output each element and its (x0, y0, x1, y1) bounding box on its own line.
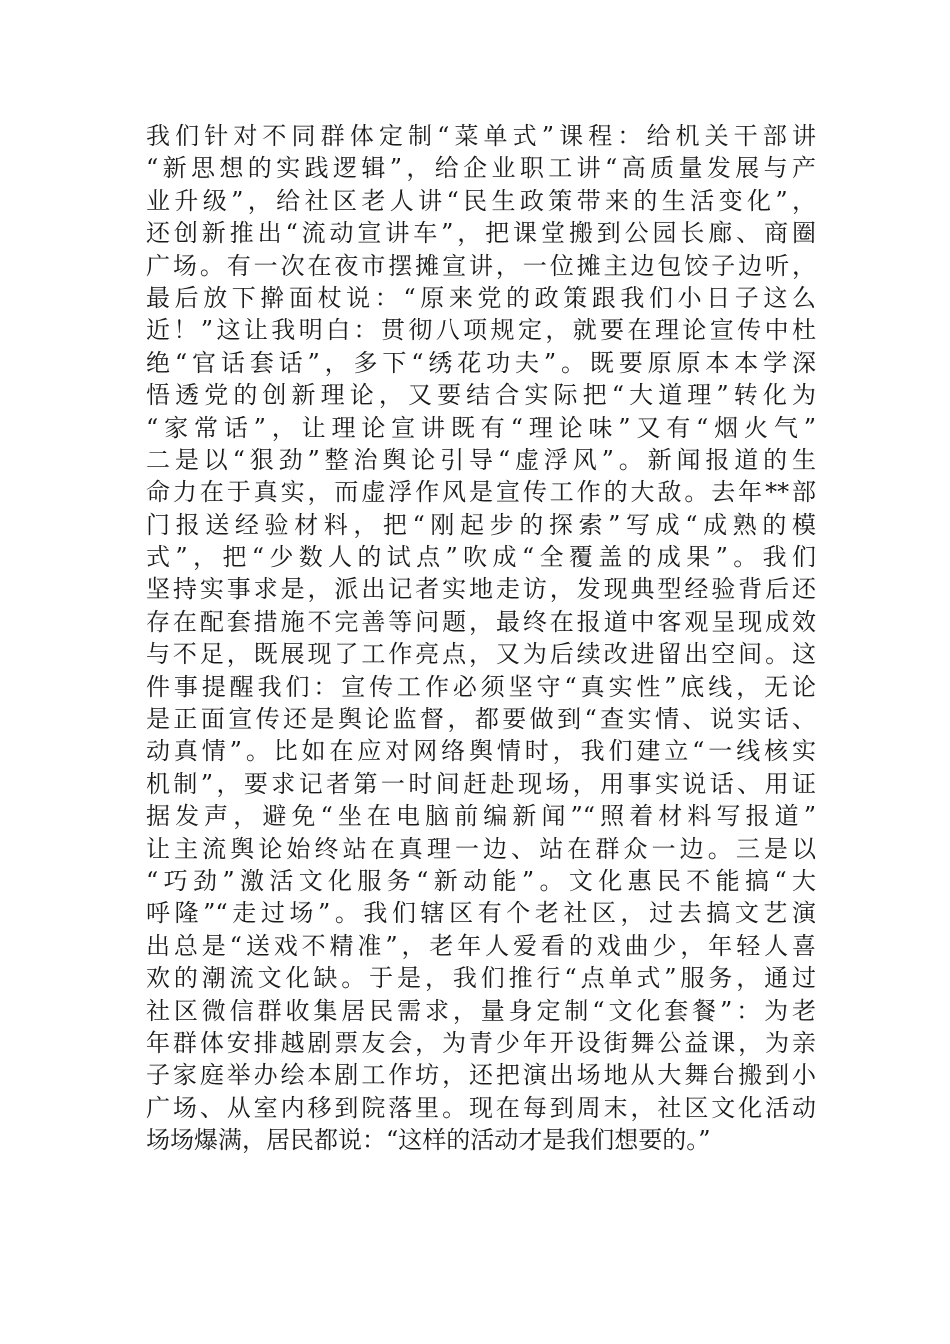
text-line: 业升级”，给社区老人讲“民生政策带来的生活变化”， (146, 186, 816, 215)
text-line: 广场。有一次在夜市摆摊宣讲，一位摊主边包饺子边听， (146, 251, 816, 280)
text-line: 让主流舆论始终站在真理一边、站在群众一边。三是以 (146, 834, 816, 863)
text-line: 社区微信群收集居民需求，量身定制“文化套餐”：为老 (146, 996, 816, 1025)
text-line: 坚持实事求是，派出记者实地走访，发现典型经验背后还 (146, 575, 816, 604)
text-line: 近！”这让我明白：贯彻八项规定，就要在理论宣传中杜 (146, 316, 816, 345)
text-line: 动真情”。比如在应对网络舆情时，我们建立“一线核实 (146, 737, 816, 766)
text-line: 悟透党的创新理论，又要结合实际把“大道理”转化为 (146, 381, 816, 410)
text-line: 式”，把“少数人的试点”吹成“全覆盖的成果”。我们 (146, 543, 816, 572)
text-line: 二是以“狠劲”整治舆论引导“虚浮风”。新闻报道的生 (146, 445, 816, 474)
text-line: 呼隆”“走过场”。我们辖区有个老社区，过去搞文艺演 (146, 899, 816, 928)
text-line: 是正面宣传还是舆论监督，都要做到“查实情、说实话、 (146, 705, 816, 734)
text-line: “新思想的实践逻辑”，给企业职工讲“高质量发展与产 (146, 154, 816, 183)
text-line: 子家庭举办绘本剧工作坊，还把演出场地从大舞台搬到小 (146, 1061, 816, 1090)
text-line: 存在配套措施不完善等问题，最终在报道中客观呈现成效 (146, 607, 816, 636)
text-line: 据发声，避免“坐在电脑前编新闻”“照着材料写报道” (146, 802, 816, 831)
text-line: 广场、从室内移到院落里。现在每到周末，社区文化活动 (146, 1093, 816, 1122)
text-line: 年群体安排越剧票友会，为青少年开设街舞公益课，为亲 (146, 1028, 816, 1057)
text-line: 与不足，既展现了工作亮点，又为后续改进留出空间。这 (146, 640, 816, 669)
text-line: 我们针对不同群体定制“菜单式”课程：给机关干部讲 (146, 122, 816, 150)
body-text (146, 120, 816, 1157)
text-line: 最后放下擀面杖说：“原来党的政策跟我们小日子这么 (146, 283, 816, 312)
text-line: 机制”，要求记者第一时间赶赴现场，用事实说话、用证 (146, 769, 816, 798)
text-line: 还创新推出“流动宣讲车”，把课堂搬到公园长廊、商圈 (146, 219, 816, 248)
text-line: “家常话”，让理论宣讲既有“理论味”又有“烟火气” (146, 413, 816, 442)
text-line: 门报送经验材料，把“刚起步的探索”写成“成熟的模 (146, 510, 816, 539)
text-line: 命力在于真实，而虚浮作风是宣传工作的大敌。去年**部 (146, 478, 816, 507)
text-line: 欢的潮流文化缺。于是，我们推行“点单式”服务，通过 (146, 964, 816, 993)
text-line: 绝“官话套话”，多下“绣花功夫”。既要原原本本学深 (146, 348, 816, 377)
text-line: 件事提醒我们：宣传工作必须坚守“真实性”底线，无论 (146, 672, 816, 701)
text-line: 出总是“送戏不精准”，老年人爱看的戏曲少，年轻人喜 (146, 931, 816, 960)
text-line: “巧劲”激活文化服务“新动能”。文化惠民不能搞“大 (146, 866, 816, 895)
text-line: 场场爆满，居民都说：“这样的活动才是我们想要的。” (146, 1126, 711, 1155)
